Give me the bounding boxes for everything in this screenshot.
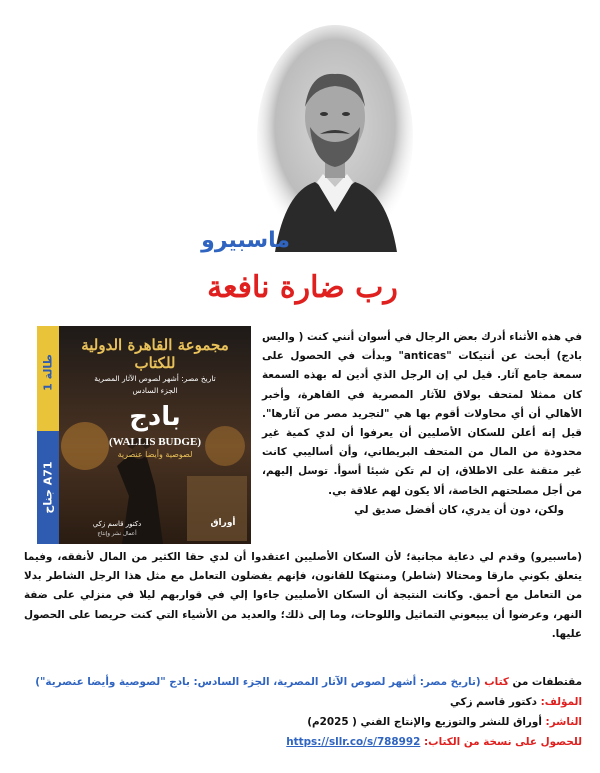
reference-excerpt-line [24,672,582,692]
cover-tagline: لصوصية وأيضا عنصرية [117,450,193,459]
reference-publisher-line [24,712,582,732]
reference-copy-line [24,732,582,752]
author-value: دكتور قاسم زكي [450,696,537,708]
author-portrait [255,22,415,252]
paragraph-1-text: في هذه الأثناء أدرك بعض الرجال في أسوان أنني كنت ( واليس بادج) أبحث عن أنتيكات "anticas" وبدأت في الحصول على سمعة جامع آثار. قيل لي إن الرجل الذي أدين له بهذه السمعة كان ممثلا لمتحف بولاق للآثار المصرية في القاهرة، وأخبر الأهالي أن أي محاولات أقوم بها هي "لتجريد مصر من آثارها". قيل إنه أعلن للسكان الأصليين أن يعرفوا أن لدي كمية غير محدودة من المال من المتحف البريطاني، وأن أساليبي كانت غير متقنة على الاطلاق، إن لم تكن شيئا أسوأ. توسل إليهم، من أجل مصلحتهم الخاصة، ألا يكون لهم علاقة بي. [262,331,582,497]
paragraph-2-start [262,501,582,520]
excerpt-prefix: مقتطفات من [512,676,582,688]
copy-label: للحصول على نسخة من الكتاب: [423,736,582,748]
publisher-logo: أوراق [210,518,236,528]
book-word: كتاب [484,676,509,688]
paragraph-2a-text: ولكن، دون أن يدري، كان أفضل صديق لي [354,503,564,516]
cover-title-ar: بادج [129,402,181,432]
cover-author: دكتور قاسم زكي [92,520,142,528]
publisher-label: الناشر: [545,716,582,728]
publisher-value: أوراق للنشر والتوزيع والإنتاج الفني ( 2025م) [307,716,542,728]
page-title: ماسبيرو [201,228,290,253]
cover-header-title: مجموعة القاهرة الدولية للكتاب [81,336,229,372]
reference-author-line [24,692,582,712]
cover-footer: أعمال نشر وإنتاج [97,531,137,537]
book-purchase-link[interactable]: https://sllr.co/s/788992 [286,736,421,748]
body-paragraph-1 [262,328,582,520]
body-paragraph-2 [24,548,582,644]
cover-badge-hall: طالة 1 [41,354,55,391]
cover-part-line: الجزء السادس [132,386,178,395]
author-label: المؤلف: [540,696,582,708]
paragraph-2b-text: (ماسبيرو) وقدم لي دعاية مجانية؛ لأن السكان الأصليين اعتقدوا أن لدي حقا الكثير من المال لأنفقه، وفيما يتعلق بكوني مارقا ومحتالا (شاطر) ومنتهكا للقانون، فإنهم يفضلون التعامل مع مثل هذا الرجل الشاطر بدلا من التعامل مع أحمق. وكانت النتيجة أن السكان الأصليين جاءوا إلي في قواربهم ليلا في منزلي على ضفة النهر، وعرضوا أن يبيعوني التماثيل واللوحات، وما إلى ذلك؛ والعديد من الأشياء التي كنت حريصا على الحصول عليها. [24,551,582,640]
cover-series-line: تاريخ مصر: أشهر لصوص الآثار المصرية [94,374,216,383]
book-reference [24,672,582,752]
page-subtitle: رب ضارة نافعة [207,270,398,305]
book-cover [37,326,251,544]
cover-title-en: (WALLIS BUDGE) [109,436,201,448]
book-title: (تاريخ مصر: أشهر لصوص الآثار المصرية، الجزء السادس: بادج "لصوصية وأيضا عنصرية") [35,676,481,688]
cover-badge-wing: A71 جناح [41,461,55,514]
